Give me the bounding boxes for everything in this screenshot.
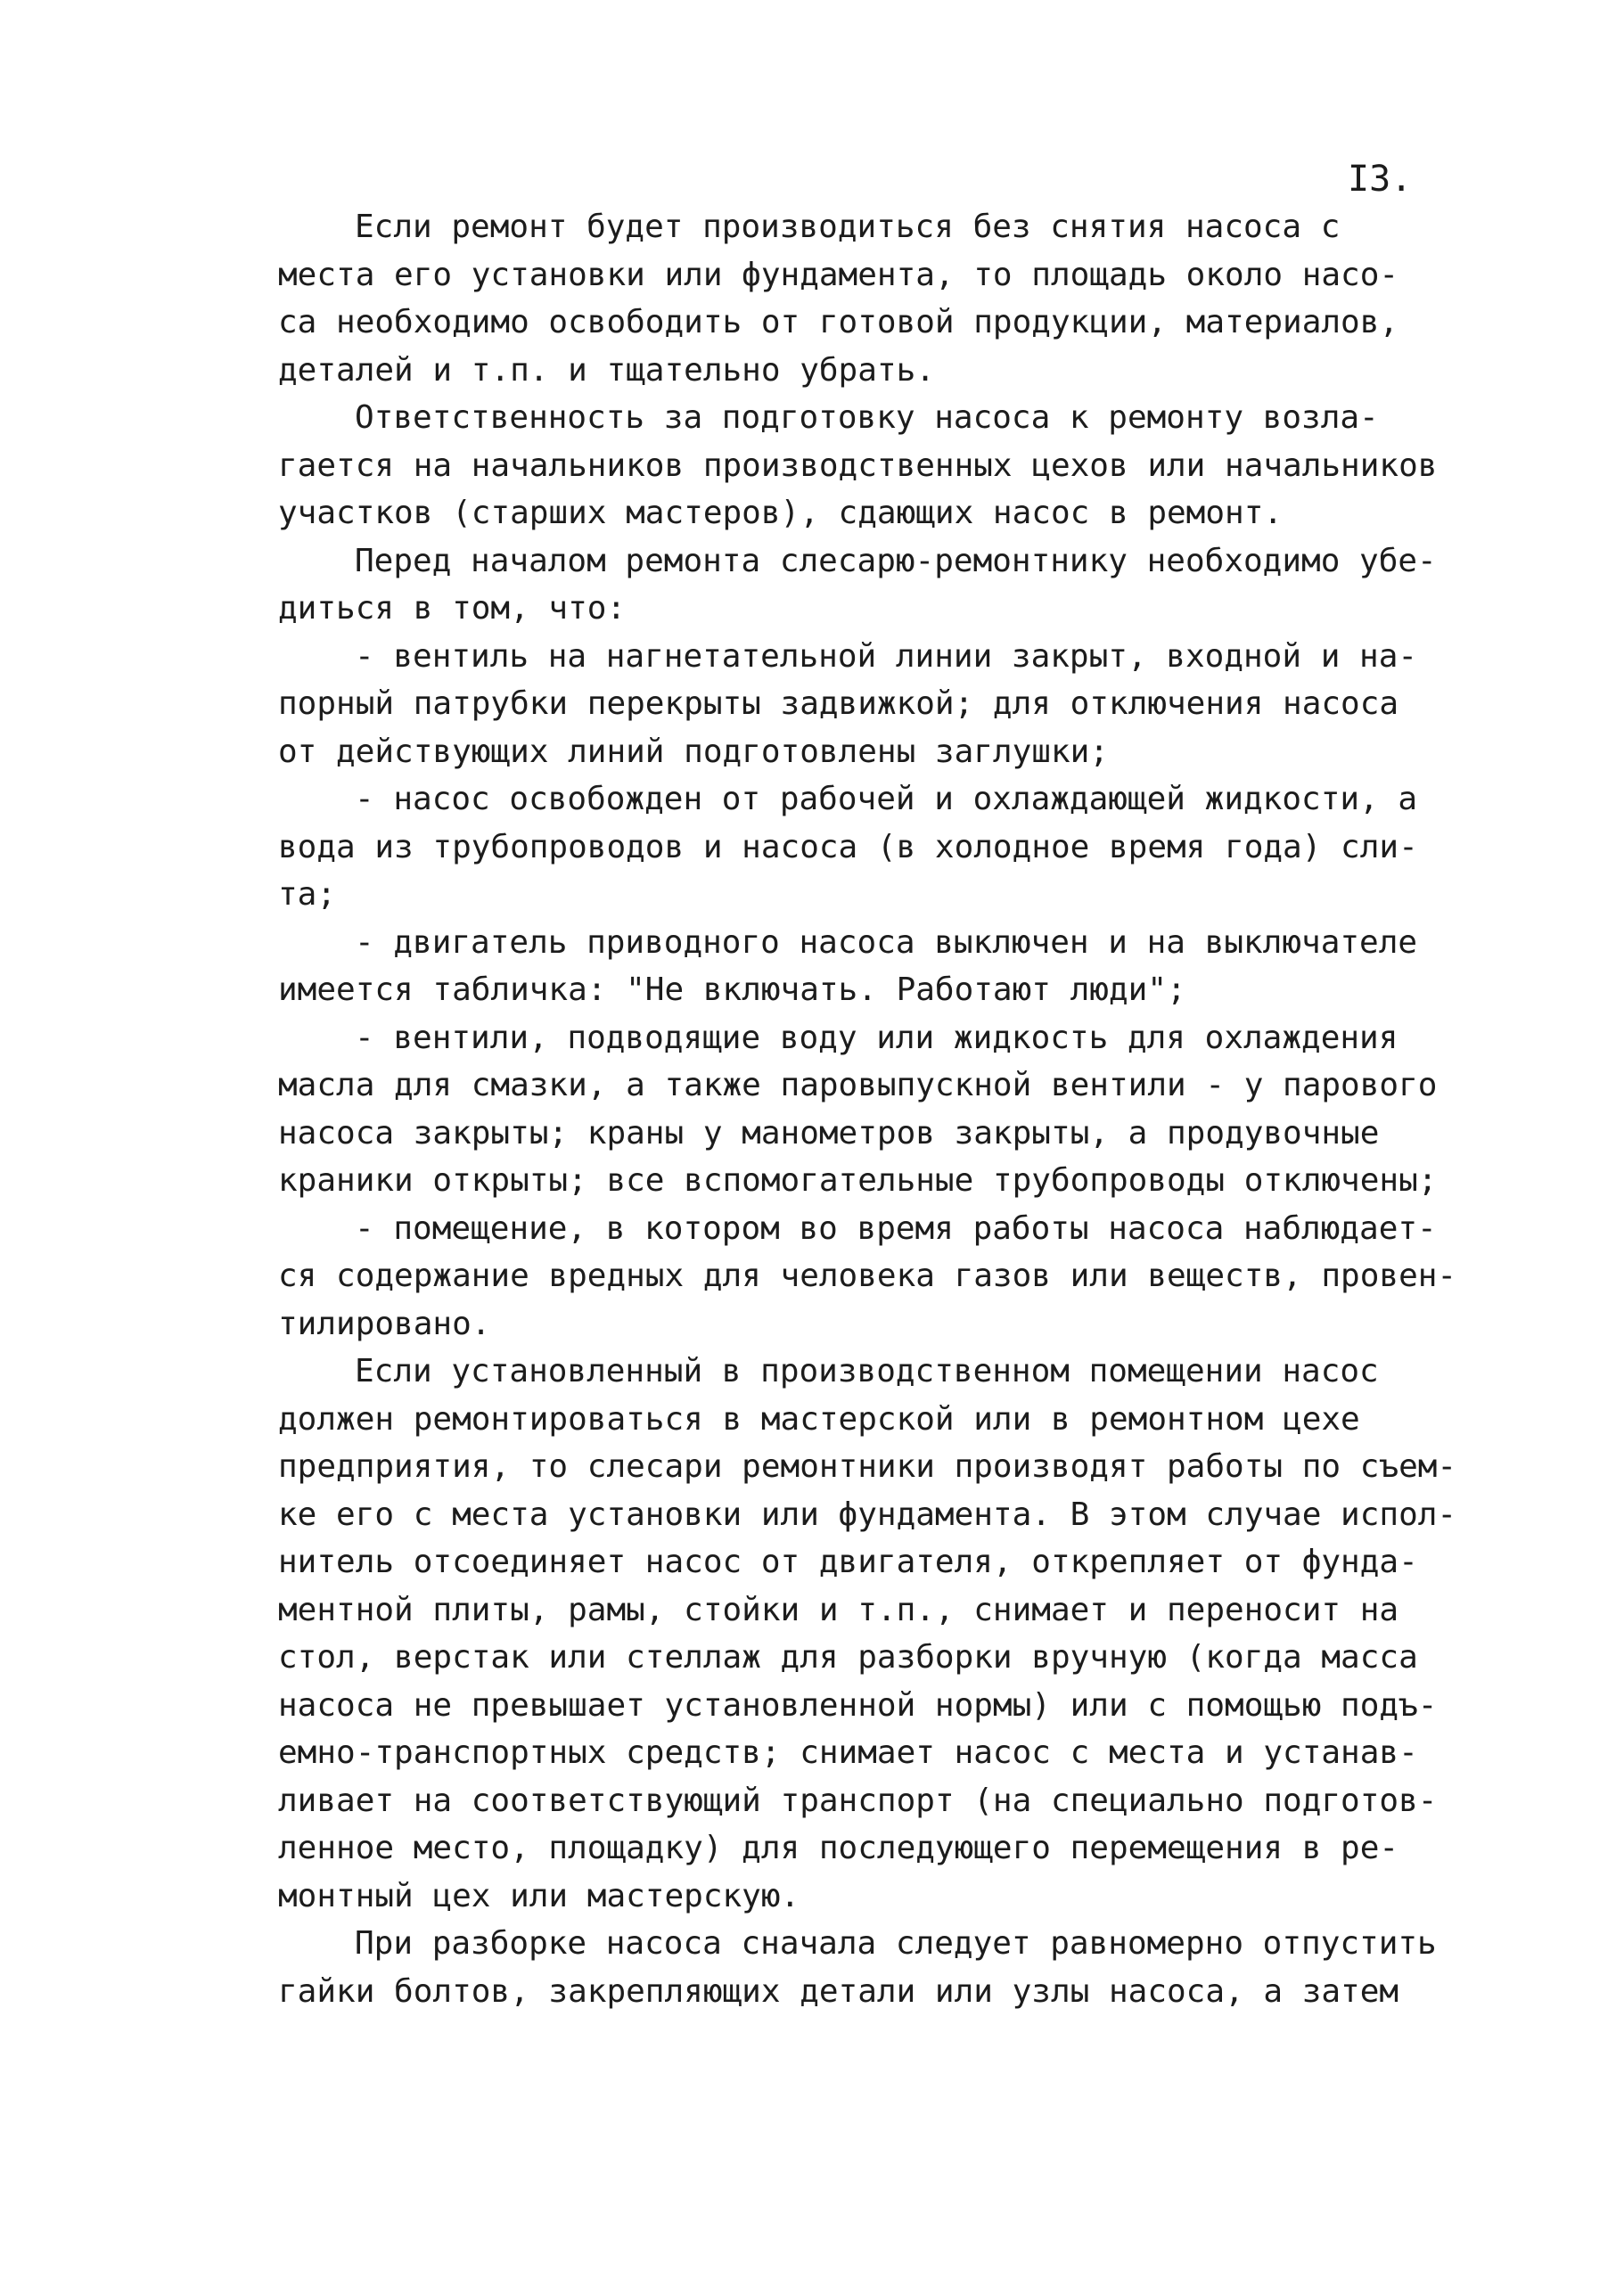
- text-line: - вентиль на нагнетательной линии закрыт, входной и на-: [355, 637, 1418, 675]
- text-line: - помещение, в котором во время работы насоса наблюдает-: [355, 1209, 1437, 1247]
- text-line: ленное место, площадку) для последующего перемещения в ре-: [278, 1830, 1399, 1866]
- text-line: нитель отсоединяет насос от двигателя, открепляет от фунда-: [278, 1544, 1418, 1580]
- page-number: I3.: [1348, 159, 1413, 200]
- text-line: Перед началом ремонта слесарю-ремонтнику необходимо убе-: [355, 542, 1437, 579]
- text-line: та;: [278, 876, 337, 913]
- text-line: ливает на соответствующий транспорт (на специально подготов-: [278, 1782, 1438, 1819]
- text-line: краники открыты; все вспомогательные трубопроводы отключены;: [278, 1162, 1438, 1199]
- text-line: вода из трубопроводов и насоса (в холодное время года) сли-: [278, 828, 1418, 865]
- text-line: имеется табличка: "Не включать. Работают люди";: [278, 971, 1186, 1008]
- text-line: Если установленный в производственном помещении насос: [355, 1353, 1379, 1389]
- text-line: участков (старших мастеров), сдающих насос в ремонт.: [278, 495, 1284, 531]
- text-line: предприятия, то слесари ремонтники производят работы по съем-: [278, 1448, 1457, 1485]
- body-text: [278, 203, 1526, 2015]
- text-line: от действующих линий подготовлены заглушки;: [278, 733, 1109, 770]
- text-line: гайки болтов, закрепляющих детали или узлы насоса, а затем: [278, 1972, 1399, 2010]
- text-line: монтный цех или мастерскую.: [278, 1877, 800, 1914]
- text-line: стол, верстак или стеллаж для разборки вручную (когда масса: [278, 1639, 1418, 1676]
- text-line: са необходимо освободить от готовой продукции, материалов,: [278, 304, 1399, 340]
- text-line: порный патрубки перекрыты задвижкой; для отключения насоса: [278, 685, 1399, 722]
- text-line: ментной плиты, рамы, стойки и т.п., снимает и переносит на: [278, 1591, 1399, 1628]
- text-line: места его установки или фундамента, то площадь около насо-: [278, 256, 1399, 293]
- text-line: масла для смазки, а также паровыпускной вентили - у парового: [278, 1067, 1438, 1103]
- text-line: должен ремонтироваться в мастерской или в ремонтном цехе: [278, 1400, 1360, 1438]
- text-line: - двигатель приводного насоса выключен и на выключателе: [355, 923, 1418, 961]
- text-line: деталей и т.п. и тщательно убрать.: [278, 351, 935, 389]
- text-line: Если ремонт будет производиться без снятия насоса с: [355, 209, 1341, 245]
- text-line: гается на начальников производственных цехов или начальников: [278, 447, 1438, 484]
- text-line: ся содержание вредных для человека газов или веществ, провен-: [278, 1258, 1457, 1294]
- text-line: тилировано.: [278, 1305, 491, 1342]
- text-line: диться в том, что:: [278, 590, 627, 627]
- text-line: насоса закрыты; краны у манометров закрыты, а продувочные: [278, 1114, 1380, 1152]
- text-line: ке его с места установки или фундамента. В этом случае испол-: [278, 1496, 1457, 1533]
- text-line: емно-транспортных средств; снимает насос с места и устанав-: [278, 1734, 1418, 1771]
- text-line: - насос освобожден от рабочей и охлаждающей жидкости, а: [355, 781, 1418, 817]
- text-line: Ответственность за подготовку насоса к ремонту возла-: [355, 399, 1379, 436]
- text-line: - вентили, подводящие воду или жидкость для охлаждения: [355, 1019, 1398, 1056]
- text-line: При разборке насоса сначала следует равномерно отпустить: [355, 1925, 1437, 1962]
- text-line: насоса не превышает установленной нормы) или с помощью подъ-: [278, 1686, 1438, 1724]
